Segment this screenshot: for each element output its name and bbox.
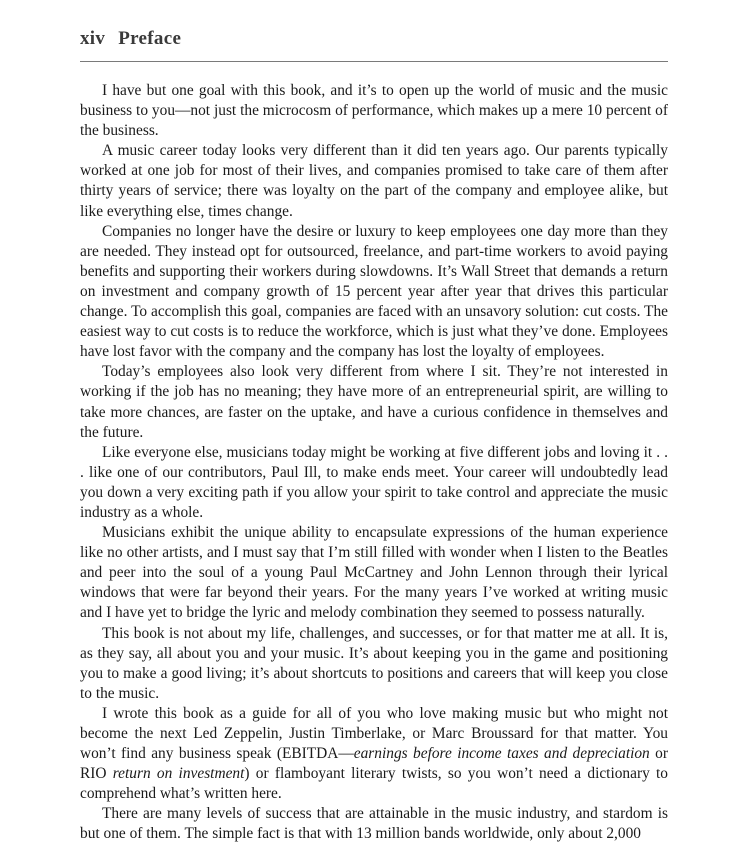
body-text xyxy=(80,81,668,845)
paragraph-text: ) or flamboyant literary twists, so you won’t need a dictionary to comprehend what’s written here. xyxy=(80,765,669,803)
italic-definition: earnings before income taxes and depreciation xyxy=(353,745,650,763)
paragraph-text: I wrote this book as a guide for all of you who love making music but who might not become the next Led Zeppelin, Justin Timberlake, or Marc Broussard for that matter. You won’t find any business speak (EBITDA— xyxy=(80,704,668,763)
chapter-title: Preface xyxy=(118,28,182,49)
header-rule xyxy=(80,61,668,62)
paragraph-text: or RIO xyxy=(80,745,668,783)
paragraph: Today’s employees also look very different from where I sit. They’re not interested in working if the job has no meaning; they have more of an entrepreneurial spirit, are willing to take more chances, are faster on the uptake, and have a curious confidence in themselves and the future. xyxy=(80,363,668,441)
italic-definition: return on investment xyxy=(112,765,245,783)
paragraph: I have but one goal with this book, and it’s to open up the world of music and the music business to you—not just the microcosm of performance, which makes up a mere 10 percent of the business. xyxy=(80,82,668,140)
paragraph: This book is not about my life, challenges, and successes, or for that matter me at all. It is, as they say, all about you and your music. It’s about keeping you in the game and positioning you to make a good living; it’s about shortcuts to positions and careers that will keep you close to the music. xyxy=(80,624,668,702)
page-number: xiv xyxy=(80,28,106,49)
paragraph: There are many levels of success that are attainable in the music industry, and stardom is but one of them. The simple fact is that with 13 million bands worldwide, only about 2,000 xyxy=(80,805,668,843)
paragraph-jargon xyxy=(80,704,668,804)
paragraph: Musicians exhibit the unique ability to encapsulate expressions of the human experience like no other artists, and I must say that I’m still filled with wonder when I listen to the Beatles and peer into the soul of a young Paul McCartney and John Lennon through their lyrical windows that were far beyond their years. For the many years I’ve worked at writing music and I have yet to bridge the lyric and melody combination they seemed to possess naturally. xyxy=(80,524,668,622)
paragraph: Like everyone else, musicians today might be working at five different jobs and loving it . . . like one of our contributors, Paul Ill, to make ends meet. Your career will undoubtedly lead you down a very exciting path if you allow your spirit to take control and appreciate the music industry as a whole. xyxy=(80,443,668,521)
running-head xyxy=(80,27,668,53)
paragraph: Companies no longer have the desire or luxury to keep employees one day more than they are needed. They instead opt for outsourced, freelance, and part-time workers to avoid paying benefits and supporting their workers during slowdowns. It’s Wall Street that demands a return on investment and company growth of 15 percent year after year that drives this particular change. To accomplish this goal, companies are faced with an unsavory solution: cut costs. The easiest way to cut costs is to reduce the workforce, which is just what they’ve done. Employees have lost favor with the company and the company has lost the loyalty of employees. xyxy=(80,222,668,361)
paragraph: A music career today looks very different than it did ten years ago. Our parents typically worked at one job for most of their lives, and companies promised to take care of them after thirty years of service; there was loyalty on the part of the company and employee alike, but like everything else, times change. xyxy=(80,142,668,220)
